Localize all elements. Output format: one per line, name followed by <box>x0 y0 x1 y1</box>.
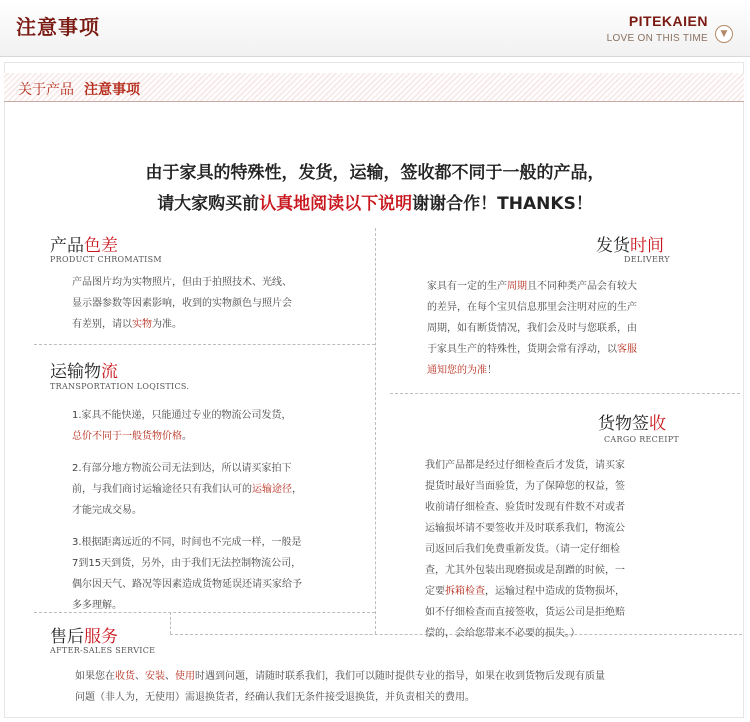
breadcrumb-current: 注意事项 <box>84 82 140 98</box>
section-body-receipt: 我们产品都是经过仔细检查后才发货，请买家 提货时最好当面验货，为了保障您的权益，签 收前请仔细检查、验货时发现有件数不对或者 运输损坏请不要签收并及时联系我们，物流公 司返回后我们免费重新发货。（请一定仔细检 查，尤其外包装出现磨损或是刮蹭的时候，一 定要拆箱检查，运输过程中造成的货物损坏， 如不仔细检查而直接签收，货运公司是拒绝赔 偿的，会给您带来不必要的损失。） <box>425 460 625 639</box>
intro-line-1: 由于家具的特殊性，发货，运输，签收都不同于一般的产品， <box>145 163 605 183</box>
intro-line-2: 请大家购买前认真地阅读以下说明谢谢合作！THANKS！ <box>157 194 593 214</box>
divider-left-1 <box>34 344 375 345</box>
section-body-logistics: 1.家具不能快递，只能通过专业的物流公司发货， 总价不同于一般货物价格。 2.有部分地方物流公司无法到达，所以请买家拍下 前，与我们商讨运输途径只有我们认可的运输途径， 才能完成交易。 3.根据距离远近的不同，时间也不完成一样，一般是 7到15天到货，另外，由于我们无法控制物流公司， 偶尔因天气、路况等因素造成货物延误还请买家给予 多多理解。 <box>72 410 302 611</box>
breadcrumb <box>18 79 140 99</box>
section-subtitle-delivery: DELIVERY <box>624 255 670 264</box>
section-title-delivery: 发货时间 <box>596 236 664 256</box>
brand-tagline: LOVE ON THIS TIME <box>606 33 708 44</box>
section-body-color: 产品图片均为实物照片，但由于拍照技术、光线、 显示器参数等因素影响，收到的实物颜色与照片会 有差别，请以实物为准。 <box>72 277 292 330</box>
section-subtitle-receipt: CARGO RECEIPT <box>604 435 680 444</box>
section-title-color: 产品色差 <box>50 236 118 256</box>
section-title-aftersales: 售后服务 <box>50 627 118 647</box>
section-subtitle-color: PRODUCT CHROMATISM <box>50 255 162 264</box>
section-body-aftersales: 如果您在收货、安装、使用时遇到问题，请随时联系我们，我们可以随时提供专业的指导，如果在收到货物后发现有质量 问题（非人为，无使用）需退换货者，经确认我们无条件接受退换货，并负责相关的费用。 <box>75 671 605 703</box>
center-divider <box>375 228 376 634</box>
divider-right-1 <box>390 393 740 394</box>
brand-logo: PITEKAIEN <box>628 13 708 29</box>
breadcrumb-parent[interactable]: 关于产品 <box>18 82 74 98</box>
section-subtitle-logistics: TRANSPORTATION LOQISTICS. <box>50 382 190 391</box>
section-subtitle-aftersales: AFTER-SALES SERVICE <box>50 646 156 655</box>
section-body-delivery: 家具有一定的生产周期且不同种类产品会有较大 的差异，在每个宝贝信息那里会注明对应的生产 周期，如有断货情况，我们会及时与您联系，由 于家具生产的特殊性，货期会常有浮动，以客服 通知您的为准！ <box>427 281 637 376</box>
chevron-down-circle-icon[interactable]: ▼ <box>715 25 733 43</box>
page-title: 注意事项 <box>16 15 100 39</box>
section-title-receipt: 货物签收 <box>598 414 666 434</box>
section-title-logistics: 运输物流 <box>50 362 118 382</box>
